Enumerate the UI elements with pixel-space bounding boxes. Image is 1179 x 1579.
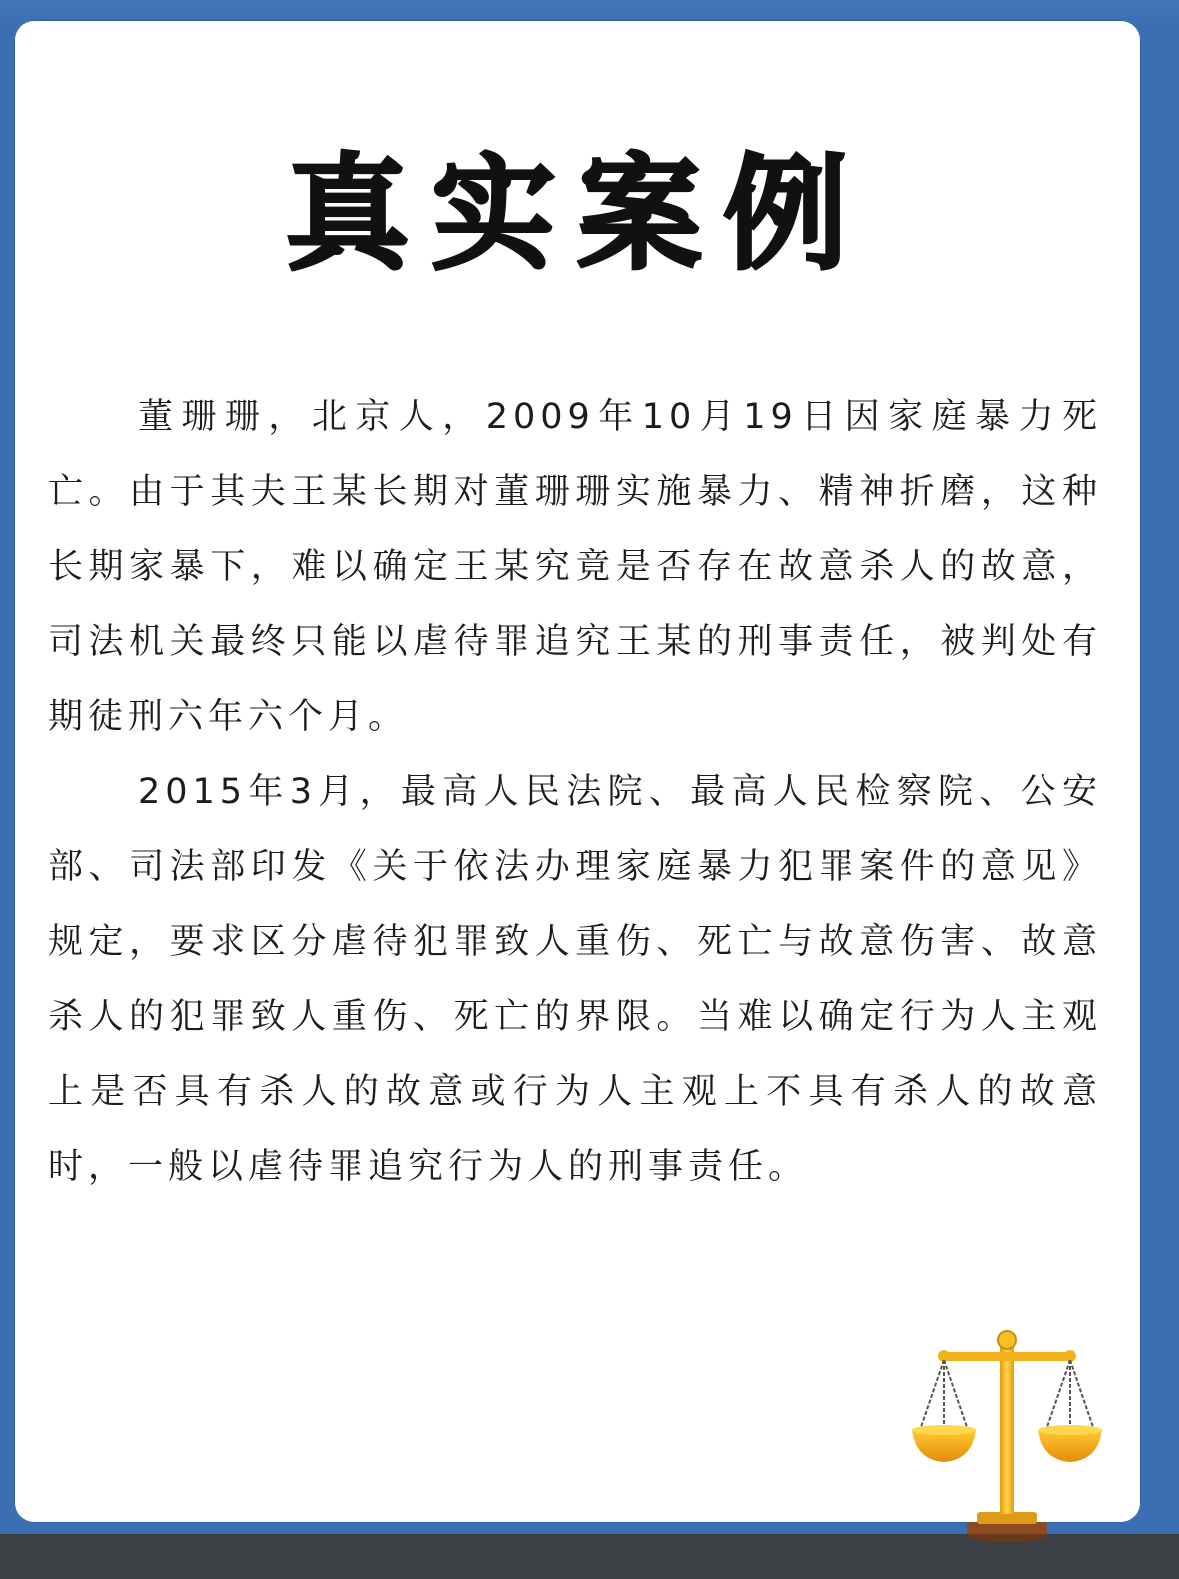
document-card bbox=[14, 20, 1141, 1523]
article-body bbox=[48, 380, 1102, 1205]
paragraph-regulation: 2015年3月，最高人民法院、最高人民检察院、公安部、司法部印发《关于依法办理家庭暴力犯罪案件的意见》规定，要求区分虐待犯罪致人重伤、死亡与故意伤害、故意杀人的犯罪致人重伤、死亡的界限。当难以确定行为人主观上是否具有杀人的故意或行为人主观上不具有杀人的故意时，一般以虐待罪追究行为人的刑事责任。 bbox=[48, 772, 1102, 1187]
paragraph-case: 董珊珊，北京人，2009年10月19日因家庭暴力死亡。由于其夫王某长期对董珊珊实施暴力、精神折磨，这种长期家暴下，难以确定王某究竟是否存在故意杀人的故意，司法机关最终只能以虐待罪追究王某的刑事责任，被判处有期徒刑六年六个月。 bbox=[48, 397, 1102, 737]
scales-of-justice-icon bbox=[910, 1318, 1120, 1543]
page-title: 真实案例 bbox=[285, 143, 870, 287]
